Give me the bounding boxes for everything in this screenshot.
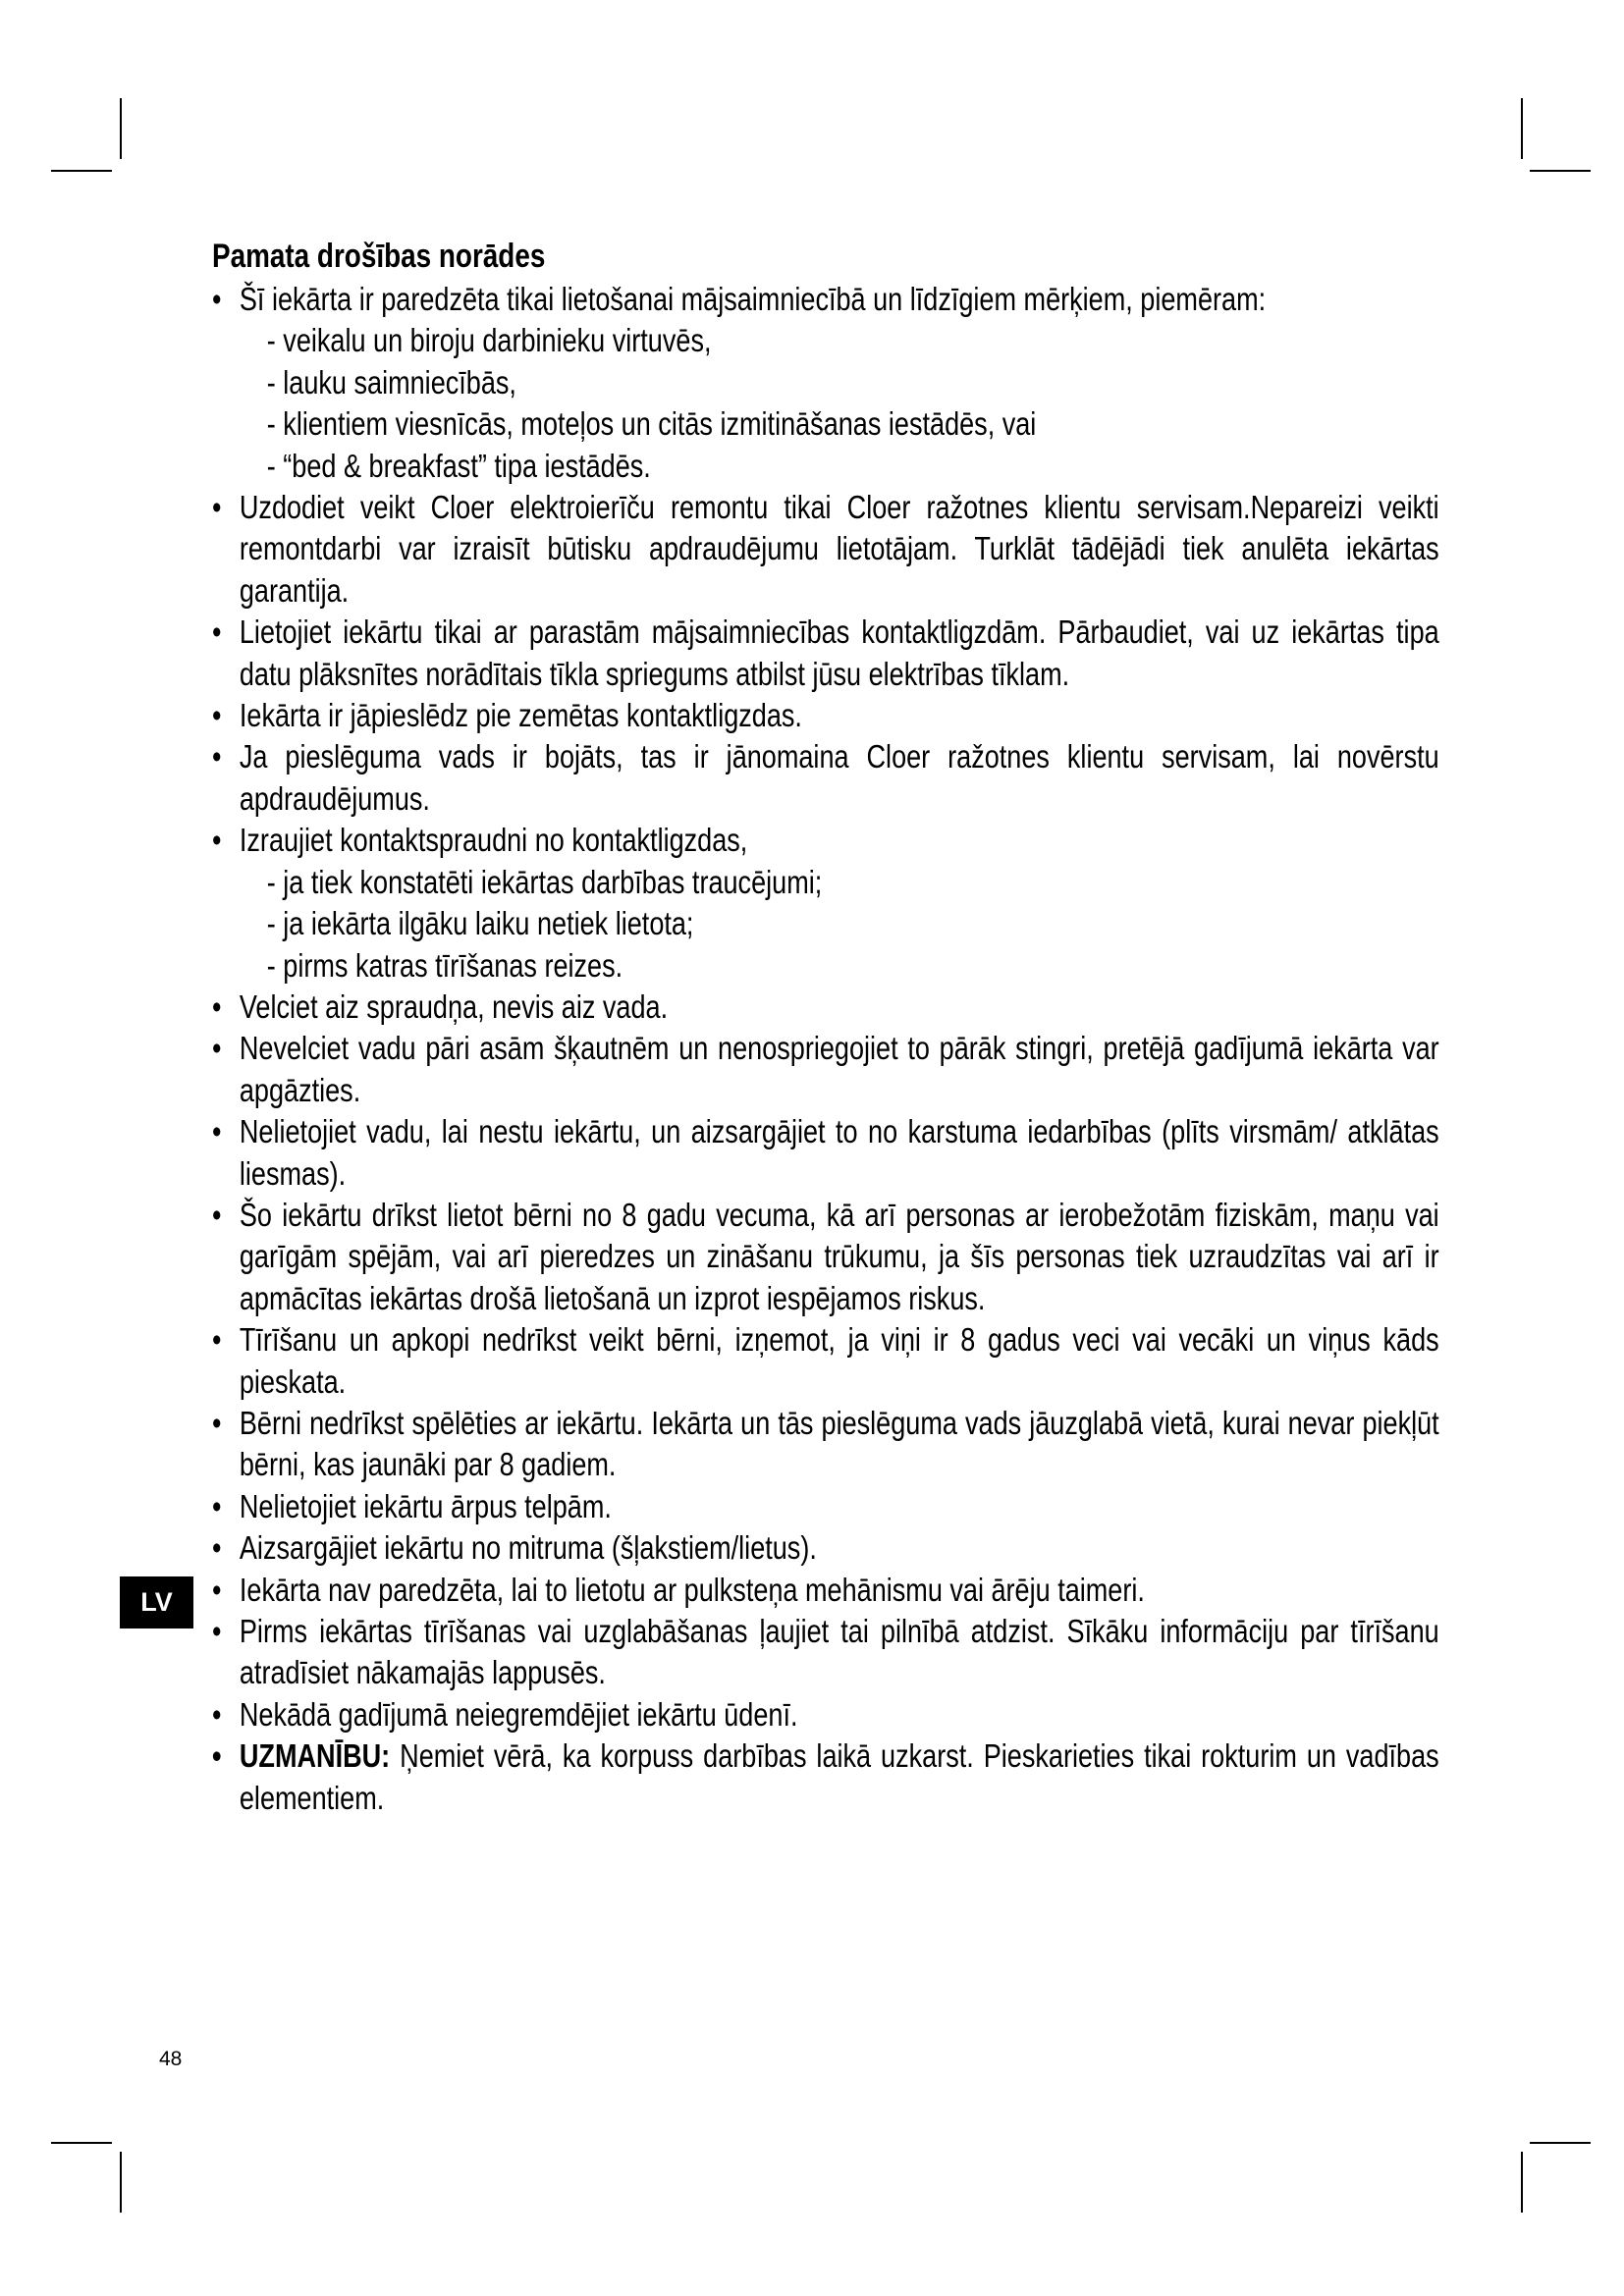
list-item-repair (212, 487, 1439, 612)
bullet-icon: • (212, 1196, 222, 1233)
list-item-text: Iekārta nav paredzēta, lai to lietotu ar pulksteņa mehānismu vai ārēju taimeri. (239, 1571, 1145, 1608)
list-item-text: Šo iekārtu drīkst lietot bērni no 8 gadu vecuma, kā arī personas ar ierobežotām fiziskām, maņu vai garīgām spējām, vai arī pieredzes un zināšanu trūkumu, ja šīs personas tiek uzraudzītas vai arī ir apmācītas iekārtas drošā lietošanā un izprot iespējamos riskus. (239, 1196, 1439, 1316)
bullet-icon: • (212, 1487, 222, 1524)
list-item-text: Lietojiet iekārtu tikai ar parastām mājsaimniecības kontaktligzdām. Pārbaudiet, vai uz iekārtas tipa datu plāksnītes norādītais tīkla spriegums atbilst jūsu elektrības tīklam. (239, 614, 1439, 692)
bullet-icon: • (212, 1695, 222, 1733)
sub-list-item: - klientiem viesnīcās, moteļos un citās izmitināšanas iestādēs, vai (266, 405, 1037, 443)
bullet-icon: • (212, 1571, 222, 1608)
list-item-text: Nekādā gadījumā neiegremdējiet iekārtu ūdenī. (239, 1695, 798, 1733)
crop-mark-top-left-vertical (120, 98, 122, 159)
sub-list (240, 320, 1439, 487)
list-item-carry-cord (212, 1111, 1439, 1195)
list-item-text: Iekārta ir jāpieslēdz pie zemētas kontaktligzdas. (239, 697, 802, 734)
bullet-icon: • (212, 1113, 222, 1150)
bullet-icon: • (212, 1613, 222, 1649)
list-item-text: Aizsargājiet iekārtu no mitruma (šļakstiem/lietus). (239, 1529, 817, 1567)
list-item-intro (212, 279, 1439, 487)
bullet-icon: • (212, 1404, 222, 1441)
bullet-icon: • (212, 1030, 222, 1067)
crop-mark-bottom-left-vertical (120, 2152, 122, 2213)
crop-mark-bottom-right-vertical (1521, 2152, 1523, 2213)
list-item-cleaning-children (212, 1319, 1439, 1403)
list-item-moisture (212, 1527, 1439, 1569)
bullet-icon: • (212, 822, 222, 859)
bullet-icon: • (212, 697, 222, 734)
list-item-damaged-cord (212, 736, 1439, 820)
list-item-text: Velciet aiz spraudņa, nevis aiz vada. (239, 988, 669, 1025)
list-item-outdoors (212, 1486, 1439, 1527)
bullet-icon: • (212, 281, 222, 317)
bullet-icon: • (212, 988, 222, 1025)
sub-list-item: - ja iekārta ilgāku laiku netiek lietota; (266, 905, 694, 942)
list-item-children-play (212, 1403, 1439, 1486)
list-item-text: Izraujiet kontaktspraudni no kontaktligzdas, (239, 822, 748, 859)
warning-label: UZMANĪBU: (239, 1737, 391, 1775)
sub-list-item: - “bed & breakfast” tipa iestādēs. (266, 447, 651, 484)
crop-mark-top-left-horizontal (51, 170, 112, 172)
sub-list-item: - pirms katras tīrīšanas reizes. (266, 946, 623, 984)
warning-text: Ņemiet vērā, ka korpuss darbības laikā uzkarst. Pieskarieties tikai rokturim un vadības elementiem. (239, 1737, 1439, 1816)
list-item-sharp-edges (212, 1028, 1439, 1111)
list-item-text: Bērni nedrīkst spēlēties ar iekārtu. Iekārta un tās pieslēguma vads jāuzglabā vietā, kurai nevar piekļūt bērni, kas jaunāki par 8 gadiem. (239, 1404, 1439, 1483)
list-item-text: Ja pieslēguma vads ir bojāts, tas ir jānomaina Cloer ražotnes klientu servisam, lai novērstu apdraudējumus. (239, 738, 1439, 817)
bullet-icon: • (212, 1737, 222, 1775)
bullet-icon: • (212, 614, 222, 651)
page-number: 48 (159, 2048, 183, 2070)
list-item-text: Pirms iekārtas tīrīšanas vai uzglabāšanas ļaujiet tai pilnībā atdzist. Sīkāku informāciju par tīrīšanu atradīsiet nākamajās lappusēs. (239, 1613, 1439, 1691)
list-item-text: Nevelciet vadu pāri asām šķautnēm un nenospriegojiet to pārāk stingri, pretējā gadījumā iekārta var apgāzties. (239, 1030, 1439, 1108)
list-item-timer (212, 1570, 1439, 1611)
list-item-cool-down (212, 1611, 1439, 1694)
list-item-children-use (212, 1195, 1439, 1319)
list-item-text: Nelietojiet vadu, lai nestu iekārtu, un aizsargājiet to no karstuma iedarbības (plīts virsmām/ atklātas liesmas). (239, 1113, 1439, 1192)
list-item-text: Tīrīšanu un apkopi nedrīkst veikt bērni, izņemot, ja viņi ir 8 gadus veci vai vecāki un viņus kāds pieskata. (239, 1321, 1439, 1400)
safety-instructions-section (212, 236, 1439, 1819)
bullet-icon: • (212, 1321, 222, 1359)
crop-mark-bottom-right-horizontal (1530, 2142, 1591, 2144)
list-item-water (212, 1694, 1439, 1735)
list-item-warning (212, 1735, 1439, 1819)
section-heading: Pamata drošības norādes (212, 238, 546, 275)
sub-list-item: - veikalu un biroju darbinieku virtuvēs, (266, 322, 712, 359)
crop-mark-top-right-vertical (1521, 98, 1523, 159)
list-item-text: Šī iekārta ir paredzēta tikai lietošanai mājsaimniecībā un līdzīgiem mērķiem, piemēram: (239, 281, 1267, 317)
list-item-text: Uzdodiet veikt Cloer elektroierīču remontu tikai Cloer ražotnes klientu servisam.Nepareizi veikti remontdarbi var izraisīt būtisku apdraudējumu lietotājam. Turklāt tādējādi tiek anulēta iekārtas garantija. (239, 489, 1439, 609)
bullet-icon: • (212, 738, 222, 775)
sub-list-item: - ja tiek konstatēti iekārtas darbības traucējumi; (266, 863, 823, 900)
bullet-icon: • (212, 489, 222, 526)
language-badge: LV (120, 1576, 193, 1629)
crop-mark-bottom-left-horizontal (51, 2142, 112, 2144)
list-item-text: Nelietojiet iekārtu ārpus telpām. (239, 1487, 612, 1524)
sub-list-item: - lauku saimniecībās, (266, 363, 516, 400)
list-item-pull-plug (212, 987, 1439, 1028)
list-item-grounding (212, 695, 1439, 736)
list-item-outlet (212, 612, 1439, 695)
bullet-icon: • (212, 1529, 222, 1567)
sub-list (240, 862, 1439, 987)
crop-mark-top-right-horizontal (1530, 170, 1591, 172)
list-item-unplug (212, 820, 1439, 987)
